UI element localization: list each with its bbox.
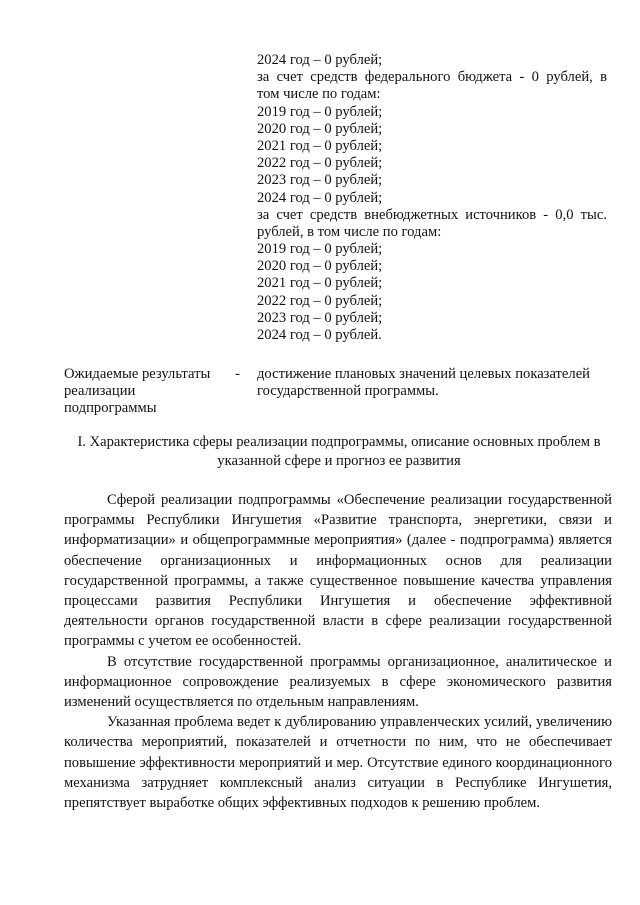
extrabudgetary-year-line: 2022 год – 0 рублей;: [257, 292, 383, 309]
paragraph: Сферой реализации подпрограммы «Обеспечение реализации государственной программы Республики Ингушетия «Развитие транспорта, энергетики, связи и информатизации» и общепрограммные мероприятия» (далее - подпрограмма) является обеспечение организационных и информационных основ для реализации государственной программы, а также существенное повышение качества управления процессами развития Республики Ингушетия и обеспечение эффективной деятельности органов государственной власти в сфере реализации государственной программы с учетом ее особенностей.: [64, 492, 612, 650]
section-heading: [64, 433, 614, 470]
paragraph: Указанная проблема ведет к дублированию управленческих усилий, увеличению количества мероприятий, показателей и отчетности по ним, что не обеспечивает повышение эффективности мероприятий и мер. Отсутствие единого координационного механизма затрудняет комплексный анализ ситуации в Республике Ингушетия, препятствует выработке общих эффективных подходов к решению проблем.: [64, 714, 612, 812]
section-heading-line2: указанной сфере и прогноз ее развития: [217, 452, 461, 469]
federal-budget-intro-cont: том числе по годам:: [257, 86, 381, 103]
federal-year-line: 2019 год – 0 рублей;: [257, 103, 383, 120]
extrabudgetary-intro: за счет средств внебюджетных источников - 0,0 тыс.: [257, 206, 607, 223]
extrabudgetary-year-line: 2020 год – 0 рублей;: [257, 258, 383, 275]
expected-results-value: достижение плановых значений целевых показателей государственной программы.: [257, 366, 590, 400]
expected-results-label-line2: реализации: [64, 383, 136, 400]
expected-results-label-line1: Ожидаемые результаты: [64, 366, 211, 382]
federal-budget-intro: за счет средств федерального бюджета - 0 рублей, в: [257, 69, 607, 86]
federal-year-line: 2024 год – 0 рублей;: [257, 189, 383, 206]
financing-block: [257, 52, 607, 344]
expected-results-label: [64, 366, 240, 418]
extrabudgetary-intro-cont: рублей, в том числе по годам:: [257, 223, 442, 240]
section-heading-line1: I. Характеристика сферы реализации подпрограммы, описание основных проблем в: [77, 434, 601, 450]
financing-line: 2024 год – 0 рублей;: [257, 52, 383, 68]
extrabudgetary-year-line: 2024 год – 0 рублей.: [257, 327, 382, 343]
extrabudgetary-year-line: 2019 год – 0 рублей;: [257, 241, 383, 258]
federal-year-line: 2021 год – 0 рублей;: [257, 137, 383, 154]
extrabudgetary-year-line: 2023 год – 0 рублей;: [257, 309, 383, 326]
section-body: [64, 490, 612, 813]
label-dash: -: [235, 366, 240, 382]
federal-year-line: 2023 год – 0 рублей;: [257, 172, 383, 189]
federal-year-line: 2022 год – 0 рублей;: [257, 155, 383, 172]
federal-year-line: 2020 год – 0 рублей;: [257, 120, 383, 137]
expected-results-label-line3: подпрограммы: [64, 400, 157, 417]
extrabudgetary-year-line: 2021 год – 0 рублей;: [257, 275, 383, 292]
paragraph: В отсутствие государственной программы организационное, аналитическое и информационное сопровождение реализуемых в сфере экономического развития изменений осуществляется по отдельным направлениям.: [64, 653, 612, 711]
